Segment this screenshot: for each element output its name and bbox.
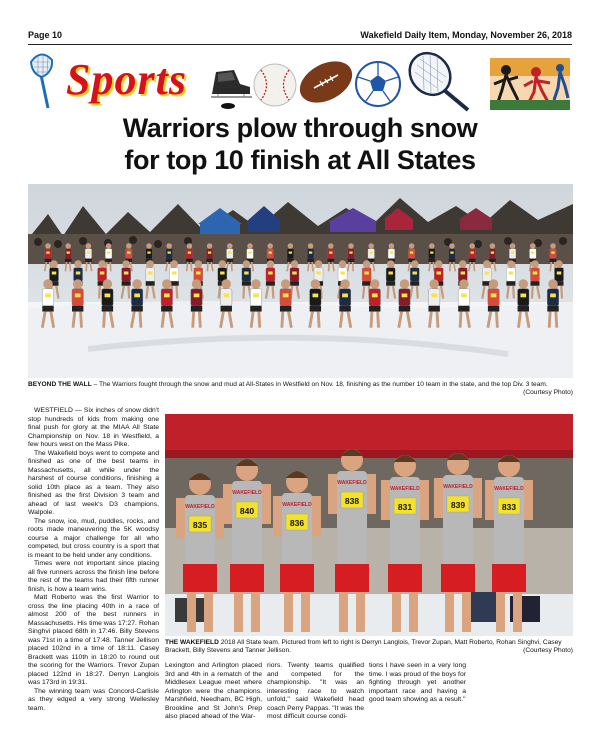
photo1-caption-lead: BEYOND THE WALL bbox=[28, 381, 92, 388]
article-column-3: riors. Twenty teams qualified and competed for the championship. "It was an interesting race to watch unfold," said Wakefield head coach Perry Pappas. "It was the most difficult course condi- bbox=[267, 662, 364, 720]
photo2-caption-lead: THE WAKEFIELD bbox=[165, 639, 219, 646]
bib-number: 836 bbox=[289, 518, 305, 528]
jersey-text: WAKEFIELD bbox=[390, 486, 420, 492]
headline-line-2: for top 10 finish at All States bbox=[124, 145, 476, 175]
jersey-text: WAKEFIELD bbox=[282, 502, 312, 508]
jersey-text: WAKEFIELD bbox=[185, 504, 215, 510]
jersey-text: WAKEFIELD bbox=[337, 480, 367, 486]
article-paragraph: Times were not important since placing all five runners across the finish line before the rest of the teams had their fifth runner finish, is how a team wins. bbox=[28, 560, 159, 593]
bib-number: 840 bbox=[239, 506, 255, 516]
ice-skate-icon bbox=[211, 70, 252, 109]
team-photo bbox=[165, 414, 573, 636]
soccer-ball-icon bbox=[356, 62, 400, 106]
bib-number: 839 bbox=[450, 500, 466, 510]
photo2-caption bbox=[165, 639, 573, 656]
article-paragraph: The snow, ice, mud, puddles, rocks, and roots made maneuvering the 5K woodsy course a major challenge for all who competed, but cross country is a sport that is meant to be held under any conditions. bbox=[28, 517, 159, 559]
headline bbox=[0, 112, 600, 176]
article-paragraph: WESTFIELD — Six inches of snow didn't stop hundreds of kids from making one final push for glory at the MIAA All State Championship on Nov. 18 in Westfield, a few hours west on the Mass Pike. bbox=[28, 407, 159, 448]
headline-line-1: Warriors plow through snow bbox=[122, 113, 478, 143]
photo1-caption bbox=[28, 381, 573, 398]
sports-banner bbox=[28, 50, 574, 112]
race-photo bbox=[28, 184, 573, 378]
article-column-1 bbox=[28, 407, 159, 713]
athletes-collage-icon bbox=[490, 58, 570, 110]
article-column-4: tions I have seen in a very long time. I was proud of the boys for fighting through yet another important race and having a good team showing as a result." bbox=[369, 662, 466, 703]
tennis-racket-icon bbox=[401, 50, 468, 110]
header-rule bbox=[28, 44, 572, 45]
lacrosse-stick-icon bbox=[31, 54, 52, 108]
page-number: Page 10 bbox=[28, 30, 63, 40]
photo2-credit: (Courtesy Photo) bbox=[523, 647, 573, 655]
article-paragraph: The Wakefield boys went to compete and finished as one of the best teams in Massachusetts, all while under the harshest of course conditions, finishing a solid 10th place as a team. They also finished as the first Division 3 team and ahead of last week's D3 champions, Walpole. bbox=[28, 449, 159, 516]
bib-number: 833 bbox=[501, 502, 517, 512]
race-scene-image bbox=[28, 184, 573, 378]
jersey-text: WAKEFIELD bbox=[494, 486, 524, 492]
jersey-text: WAKEFIELD bbox=[232, 490, 262, 496]
article-paragraph: Matt Roberto was the first Warrior to cross the line placing 40th in a race of almost 200 of the best runners in Massachusetts. His time was 17:27. Rohan Singhvi placed 68th in 17:46. Billy Stevens was 71st in a time of 17:48. Tanner Jellison placed 102nd in a time of 18:11. Casey Brackett was 110th in 18:20 to round out the scoring for the Warriors. Trevor Zupan placed 122nd in 18:27. Derryn Langlois was 173rd in 19:31. bbox=[28, 594, 159, 686]
publication-line: Wakefield Daily Item, Monday, November 26, 2018 bbox=[360, 30, 572, 40]
photo2-caption-text: 2018 All State team. Pictured from left to right is Derryn Langlois, Trevor Zupan, Matt Roberto, Rohan Singhvi, Casey Brackett, Billy Stevens and Tanner Jellison. bbox=[165, 639, 562, 655]
photo1-caption-text: – The Warriors fought through the snow and mud at All-States in Westfield on Nov. 18, finishing as the number 10 team in the state, and the top Div. 3 team. bbox=[91, 381, 548, 388]
article-column-2: Lexington and Arlington placed 3rd and 4th in a rematch of the Middlesex League meet where Arlington were the champions. Marshfield, Needham, BC High, Brookline and St John's Prep also placed ahead of the War- bbox=[165, 662, 262, 720]
jersey-text: WAKEFIELD bbox=[443, 484, 473, 490]
bib-number: 838 bbox=[344, 496, 360, 506]
photo1-credit: (Courtesy Photo) bbox=[523, 389, 573, 397]
article-paragraph: The winning team was Concord-Carlisle as they edged a very strong Wellesley team. bbox=[28, 687, 159, 712]
section-title: Sports bbox=[66, 55, 187, 104]
bib-number: 835 bbox=[192, 520, 208, 530]
bib-number: 831 bbox=[397, 502, 413, 512]
baseball-icon bbox=[254, 64, 296, 106]
team-scene-image bbox=[165, 414, 573, 636]
football-icon bbox=[293, 53, 359, 111]
